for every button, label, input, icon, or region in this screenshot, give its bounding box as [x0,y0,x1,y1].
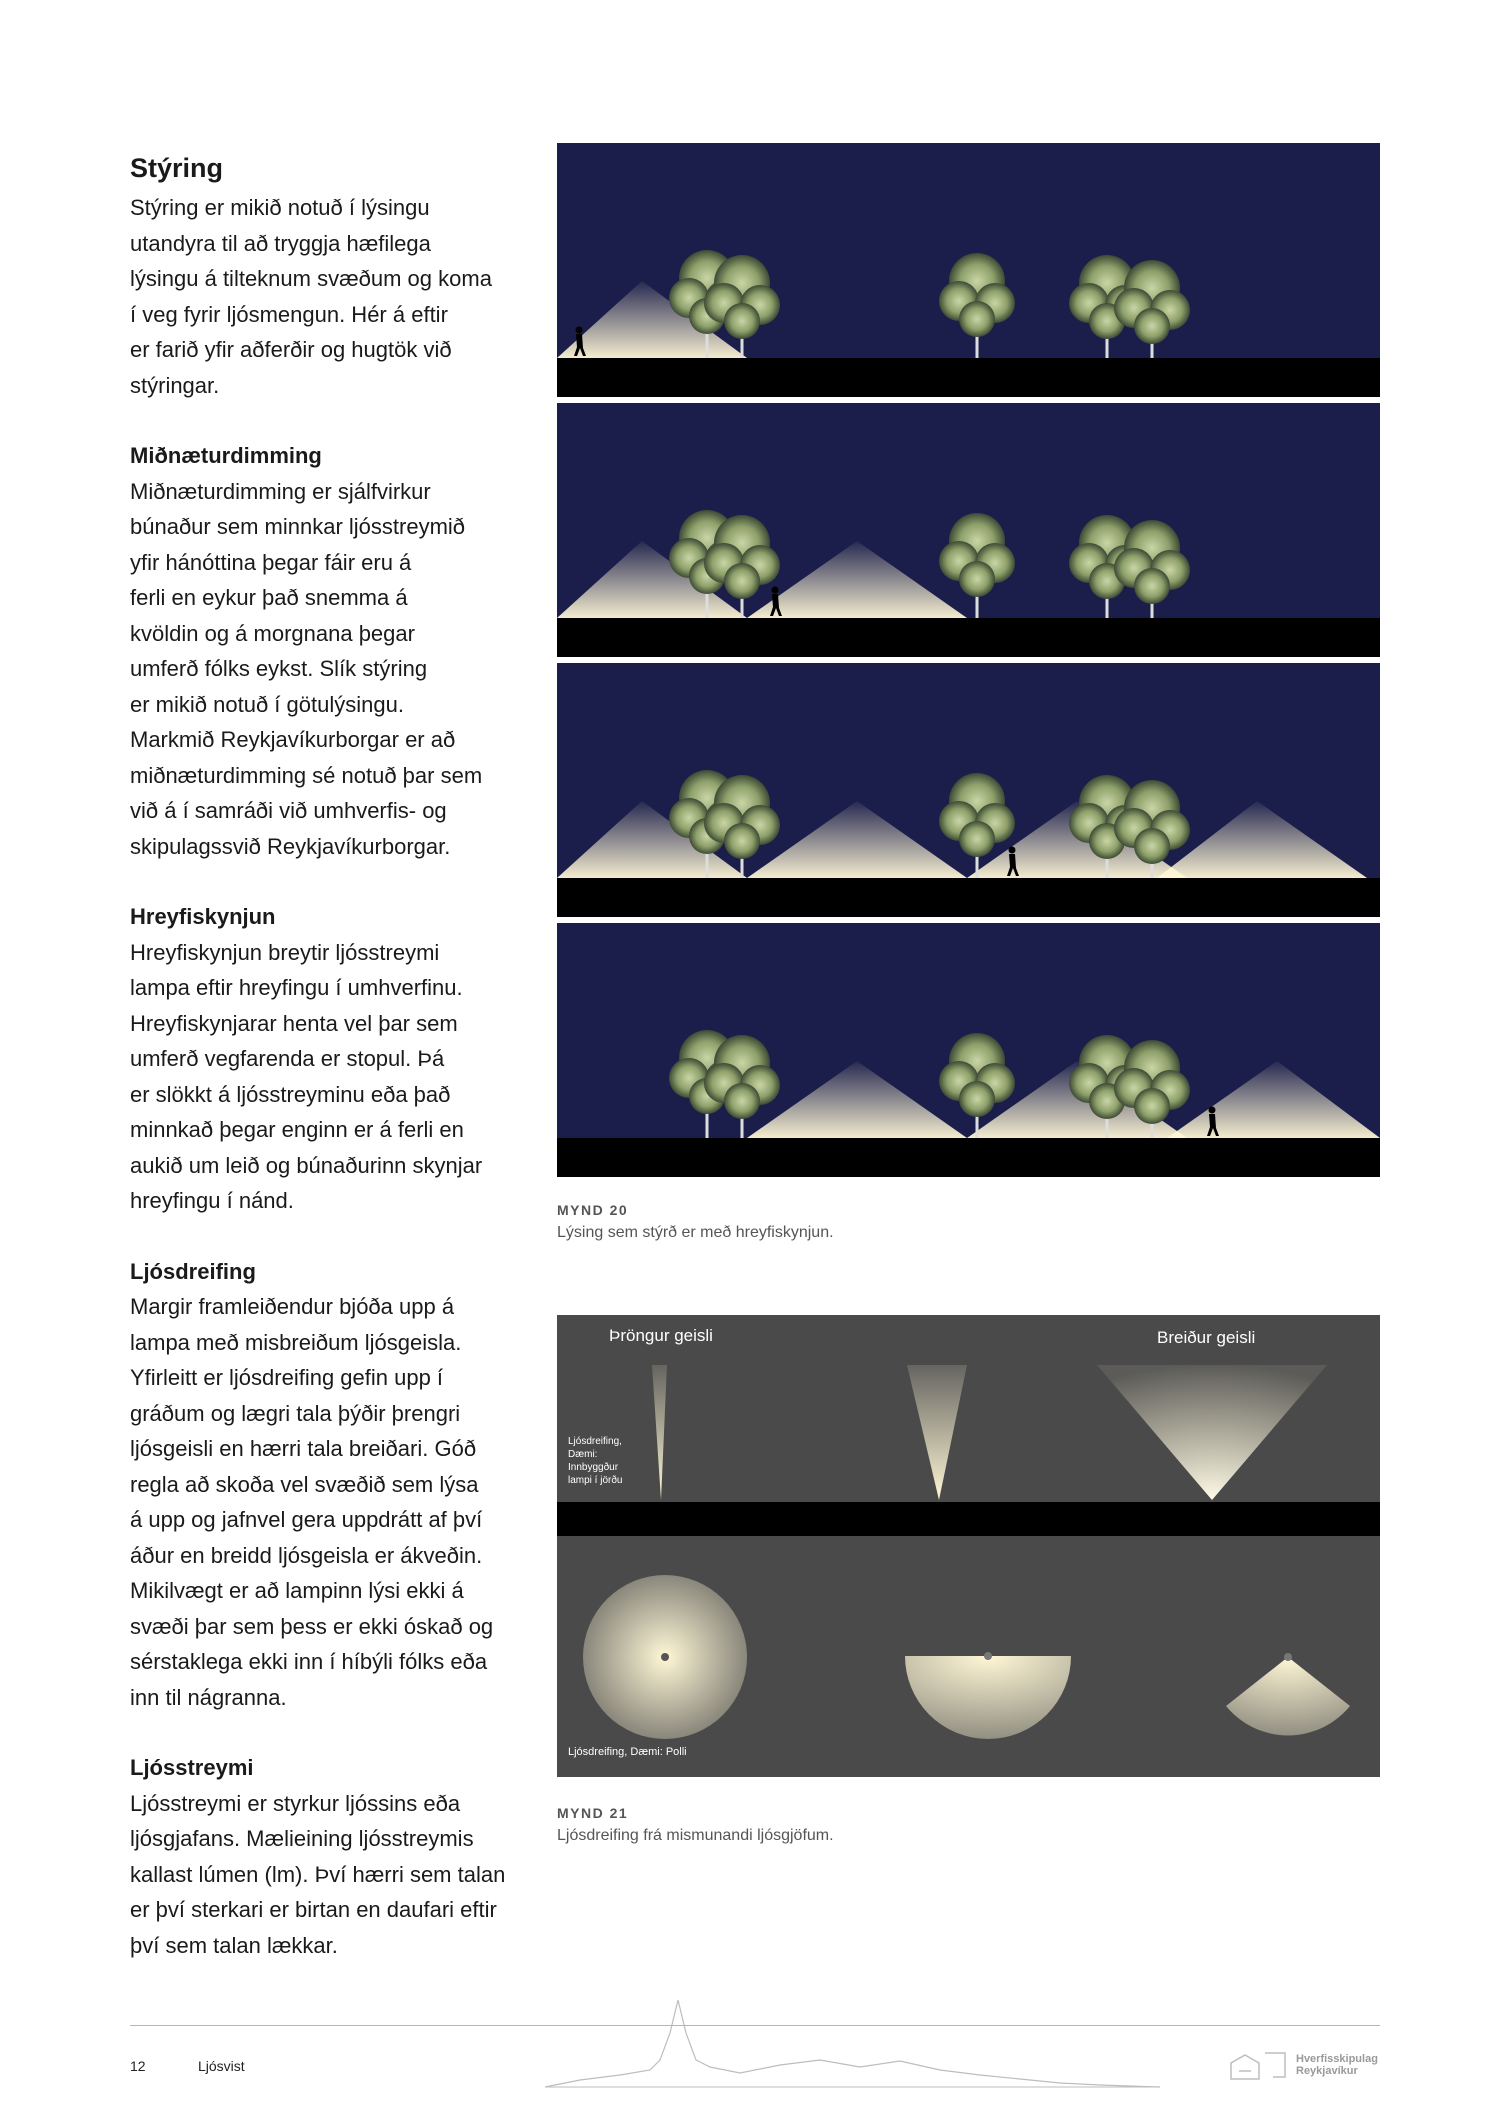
text-line: skipulagssvið Reykjavíkurborgar. [130,833,451,859]
section-title: Hreyfiskynjun [130,904,276,929]
text-line: ljósgjafans. Mælieining ljósstreymis [130,1826,474,1851]
skyline-illustration [540,1995,1180,2095]
text-line: umferð fólks eykst. Slík stýring [130,656,428,681]
page-number: 12 [130,2058,146,2074]
section-body [130,935,530,1219]
text-line: miðnæturdimming sé notuð þar sem [130,762,483,788]
text-line: Ljósstreymi er styrkur ljóssins eða [130,1790,461,1816]
text-line: Margir framleiðendur bjóða upp á [130,1294,455,1319]
narrow-beam-label: Þröngur geisli [609,1326,713,1345]
beam-diagram [557,1315,1380,1777]
text-line: hreyfingu í nánd. [130,1188,294,1213]
text-line: því sem talan lækkar. [130,1932,338,1958]
beam-spread-figure [557,1315,1380,1777]
section-hreyfiskynjun [130,899,530,1219]
document-title: Ljósvist [198,2058,245,2074]
night-panel-3 [557,663,1380,917]
light-cone [747,801,967,878]
section-styring [130,150,530,403]
text-line: ferli en eykur það snemma á [130,585,408,610]
half-distribution [905,1656,1071,1739]
night-panel-2 [557,403,1380,657]
figure-20-caption [557,1202,1380,1242]
text-line: aukið um leið og búnaðurinn skynjar [130,1152,483,1178]
text-line: á upp og jafnvel gera uppdrátt af því [130,1507,483,1532]
text-line: áður en breidd ljósgeisla er ákveðin. [130,1542,483,1568]
ground [557,618,1380,657]
text-column [130,150,530,1998]
text-line: utandyra til að tryggja hæfilega [130,230,431,256]
narrow-beam [652,1365,667,1500]
text-line: Markmið Reykjavíkurborgar er að [130,727,456,752]
section-title: Ljósdreifing [130,1258,256,1284]
text-line: kvöldin og á morgnana þegar [130,620,415,646]
figure-label: MYND 20 [557,1202,629,1218]
section-body [130,474,530,865]
sector-distribution [1226,1657,1350,1735]
text-line: regla að skoða vel svæðið sem lýsa [130,1471,479,1497]
text-line: yfir hánóttina þegar fáir eru á [130,549,412,575]
text-line: lampa með misbreiðum ljósgeisla. [130,1329,462,1355]
section-midnaeturdimming [130,438,530,864]
text-line: Stýring er mikið notuð í lýsingu [130,195,430,220]
ground [557,358,1380,397]
text-line: Hreyfiskynjun breytir ljósstreymi [130,939,440,965]
section-body [130,1786,530,1964]
medium-beam [907,1365,967,1500]
figure-label: MYND 21 [557,1805,629,1821]
section-title: Ljósstreymi [130,1755,254,1780]
night-panel-4 [557,923,1380,1177]
tree [939,513,1015,621]
text-line: lýsingu á tilteknum svæðum og koma [130,266,492,291]
text-line: sérstaklega ekki inn í híbýli fólks eða [130,1649,488,1674]
light-cone [1157,801,1367,878]
ground [557,878,1380,917]
text-line: gráðum og lægri tala þýðir þrengri [130,1400,461,1426]
side-note-line: lampi í jörðu [568,1475,623,1486]
footer-divider [130,2025,1380,2026]
text-line: við á í samráði við umhverfis- og [130,798,447,823]
text-line: Miðnæturdimming er sjálfvirkur [130,478,431,504]
text-line: er farið yfir aðferðir og hugtök við [130,337,452,362]
text-line: Yfirleitt er ljósdreifing gefin upp í [130,1365,444,1390]
text-line: er því sterkari er birtan en daufari eftir [130,1897,497,1922]
section-ljosstreymi [130,1750,530,1963]
side-note-line: Dæmi: [568,1449,598,1460]
text-line: í veg fyrir ljósmengun. Hér á eftir [130,301,448,327]
section-title: Miðnæturdimming [130,443,322,468]
text-line: ljósgeisli en hærri tala breiðari. Góð [130,1436,477,1461]
side-note-line: Innbyggður [568,1462,619,1473]
wide-beam [1097,1365,1327,1500]
ground-band [557,1502,1380,1536]
text-line: inn til nágranna. [130,1684,287,1710]
logo-line: Hverfisskipulag [1296,2053,1378,2065]
section-body [130,190,530,403]
text-line: svæði þar sem þess er ekki óskað og [130,1613,494,1639]
light-cone [747,1061,967,1138]
text-line: er slökkt á ljósstreyminu eða það [130,1081,451,1107]
section-title: Stýring [130,153,224,183]
light-cone [747,541,967,618]
lamp-point [984,1652,992,1660]
text-line: Hreyfiskynjarar henta vel þar sem [130,1010,458,1036]
text-line: búnaður sem minnkar ljósstreymið [130,514,466,539]
side-note-line: Ljósdreifing, [568,1436,622,1447]
figure-caption: Ljósdreifing frá mismunandi ljósgjöfum. [557,1827,834,1844]
text-line: stýringar. [130,372,220,398]
bottom-note: Ljósdreifing, Dæmi: Polli [568,1746,687,1758]
text-line: lampa eftir hreyfingu í umhverfinu. [130,975,463,1000]
night-panel-1 [557,143,1380,397]
logo-text [1296,2053,1378,2077]
text-line: Mikilvægt er að lampinn lýsi ekki á [130,1578,464,1603]
text-line: minnkað þegar enginn er á ferli en [130,1117,464,1142]
wide-beam-label: Breiður geisli [1157,1328,1256,1347]
figure-caption: Lýsing sem stýrð er með hreyfiskynjun. [557,1224,834,1241]
tree [939,253,1015,361]
figure-21-caption [557,1805,1380,1845]
lamp-point [661,1653,669,1661]
lamp-point [1284,1653,1292,1661]
light-cone [1167,1061,1380,1138]
logo-line: Reykjavíkur [1296,2065,1358,2077]
section-ljosdreifing [130,1254,530,1716]
text-line: er mikið notuð í götulýsingu. [130,691,404,717]
text-line: umferð vegfarenda er stopul. Þá [130,1046,445,1071]
text-line: kallast lúmen (lm). Því hærri sem talan [130,1861,506,1887]
ground [557,1138,1380,1177]
section-body [130,1289,530,1715]
